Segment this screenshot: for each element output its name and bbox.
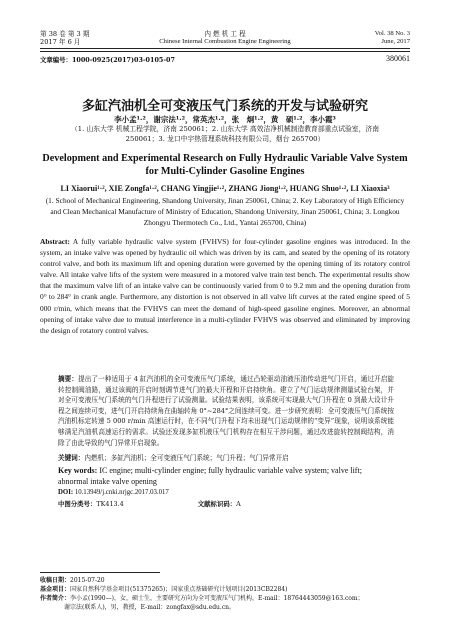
journal-name-en: Chinese Internal Combustion Engine Engineering bbox=[159, 38, 291, 45]
footnotes bbox=[40, 576, 410, 612]
header-center bbox=[125, 30, 325, 46]
doc-code-value: A bbox=[236, 500, 241, 508]
footnote-corresponding: 谢宗法(联系人)，男，教授，E-mail：zongfax@sdu.edu.cn。 bbox=[64, 604, 236, 611]
abstract-en-label: Abstract: bbox=[40, 237, 70, 246]
keywords-en-label: Key words: bbox=[58, 466, 98, 475]
keywords-en-text: IC engine; multi-cylinder engine; fully hydraulic variable valve system; valve lift; abnormal intake valve opening bbox=[58, 466, 362, 486]
clc-label: 中图分类号： bbox=[58, 500, 97, 508]
authors-cn: 李小孟¹·²，谢宗法¹·²，常英杰¹·²，张 炯¹·²，黄 硕¹·²，李小霞³ bbox=[114, 115, 336, 124]
classification bbox=[58, 499, 241, 508]
title-cn: 多缸汽油机全可变液压气门系统的开发与试验研究 bbox=[81, 99, 368, 114]
doi-label: DOI: bbox=[58, 489, 74, 496]
abstract-en-text: A fully variable hydraulic valve system (FVHVS) for four-cylinder gasoline engines was introduced. In the system, an intake valve was opened by hydraulic oil which was driven by its cam, and seated by the opening of its rotatory control valve, and both its maximum lift and opening duration were governed by the opening timing of its rotatory control valve. All intake valve lifts of the system were measured in a motored valve train test bench. The experimental results show that the maximum valve lift of an intake valve can be continuously varied from 0 to 9.2 mm and the opening duration from 0° to 284° in crank angle. Furthermore, any distortion is not observed in all valve lift curves at the rated engine speed of 5 000 r/min, which means that the FVHVS can meet the demand of high-speed gasoline engines. Moreover, an abnormal opening of intake valve due to mutual interference in a multi-cylinder FVHVS was observed and eliminated by improving the design of rotatory control valves. bbox=[40, 237, 410, 335]
keywords-en bbox=[58, 465, 394, 487]
title-en: Development and Experimental Research on Fully Hydraulic Variable Valve System for Multi-Cylinder Gasoline Engines bbox=[42, 153, 408, 177]
abstract-en bbox=[40, 236, 410, 336]
header-left bbox=[40, 30, 89, 46]
abstract-cn-label: 摘要： bbox=[58, 375, 79, 383]
header-right bbox=[375, 30, 410, 46]
footnote-funding: 基金项目：国家自然科学基金项目(51375265)；国家重点基础研究计划项目(2013CB2284) bbox=[40, 586, 288, 593]
affiliation-en: (1. School of Mechanical Engineering, Shandong University, Jinan 250061, China; 2. Key Laboratory of High Efficiency and Clean Mechanical Manufacture of Ministry of Education, Shandong University, Jinan 250061, China; 3. Longkou Zhongyu Thermotech Co., Ltd., Yantai 265700, China) bbox=[45, 196, 405, 227]
authors-en: LI Xiaorui¹·², XIE Zongfa¹·², CHANG Yingjie¹·², ZHANG Jiong¹·², HUANG Shuo¹·², LI Xiaoxia³ bbox=[60, 184, 390, 193]
keywords-cn-text: 内燃机；多缸汽油机；全可变液压气门系统；气门升程；气门异常开启 bbox=[84, 454, 289, 462]
footnote-author: 作者简介：李小孟(1990—)，女，硕士生，主要研究方向为全可变液压气门机构，E-mail：18764443059@163.com； bbox=[40, 595, 364, 602]
article-id: 380061 bbox=[386, 54, 410, 63]
doi-value: 10.13949/j.cnki.nrjgc.2017.03.017 bbox=[74, 489, 169, 496]
doc-code-label: 文献标识码： bbox=[197, 500, 237, 508]
header-rule bbox=[40, 48, 410, 49]
volume-issue: 第 38 卷 第 3 期 bbox=[40, 30, 90, 38]
publication-date-en: June, 2017 bbox=[381, 38, 410, 45]
affiliation-cn: （1. 山东大学 机械工程学院，济南 250061；2. 山东大学 高效洁净机械制造教育部重点试验室，济南 250061；3. 龙口中宇热管理系统科技有限公司，烟台 265700） bbox=[71, 125, 379, 143]
journal-name-cn: 内 燃 机 工 程 bbox=[204, 30, 246, 38]
publication-date: 2017 年 6 月 bbox=[40, 38, 81, 46]
footnote-rule bbox=[40, 572, 160, 573]
footnote-received: 收稿日期：2015-07-20 bbox=[40, 577, 105, 584]
abstract-cn-text: 提出了一种适用于 4 缸汽油机的全可变液压气门系统，通过凸轮驱动油液压油传动进气门开启，通过开启旋转控制阀油路，通过该阀的开启时刻调节进气门的最大开程和开启持续角。建立了气门运动规律测量试验台架，并对全可变液压气门系统的气门升程进行了试验测量。试验结果表明，该系统可实现最大气门升程在 0 到最大设计升程之间连续可变，进气门开启持续角在曲轴转角 0°~284°之间连续可变。进一步研究表明：全可变液压气门系统按汽油机标定转速 5 000 r/min 高速运行时，在不同气门升程下均未出现气门运动规律的“变异”现象，说明该系统能够满足汽油机高速运行的需求。试验还发现多缸机液压气门机构存在相互干涉问题，通过改进旋转控制阀结构，消除了由此导致的气门异常开启现象。 bbox=[58, 375, 395, 447]
clc-value: TK413.4 bbox=[96, 500, 124, 508]
abstract-cn bbox=[58, 374, 394, 448]
volume-issue-en: Vol. 38 No. 3 bbox=[374, 30, 410, 37]
keywords-cn-label: 关键词： bbox=[58, 454, 85, 462]
keywords-cn bbox=[58, 453, 394, 464]
article-number: 文章编号：1000-0925(2017)03-0105-07 bbox=[40, 56, 175, 64]
doi bbox=[58, 489, 169, 496]
header-rule-thin bbox=[40, 51, 410, 52]
